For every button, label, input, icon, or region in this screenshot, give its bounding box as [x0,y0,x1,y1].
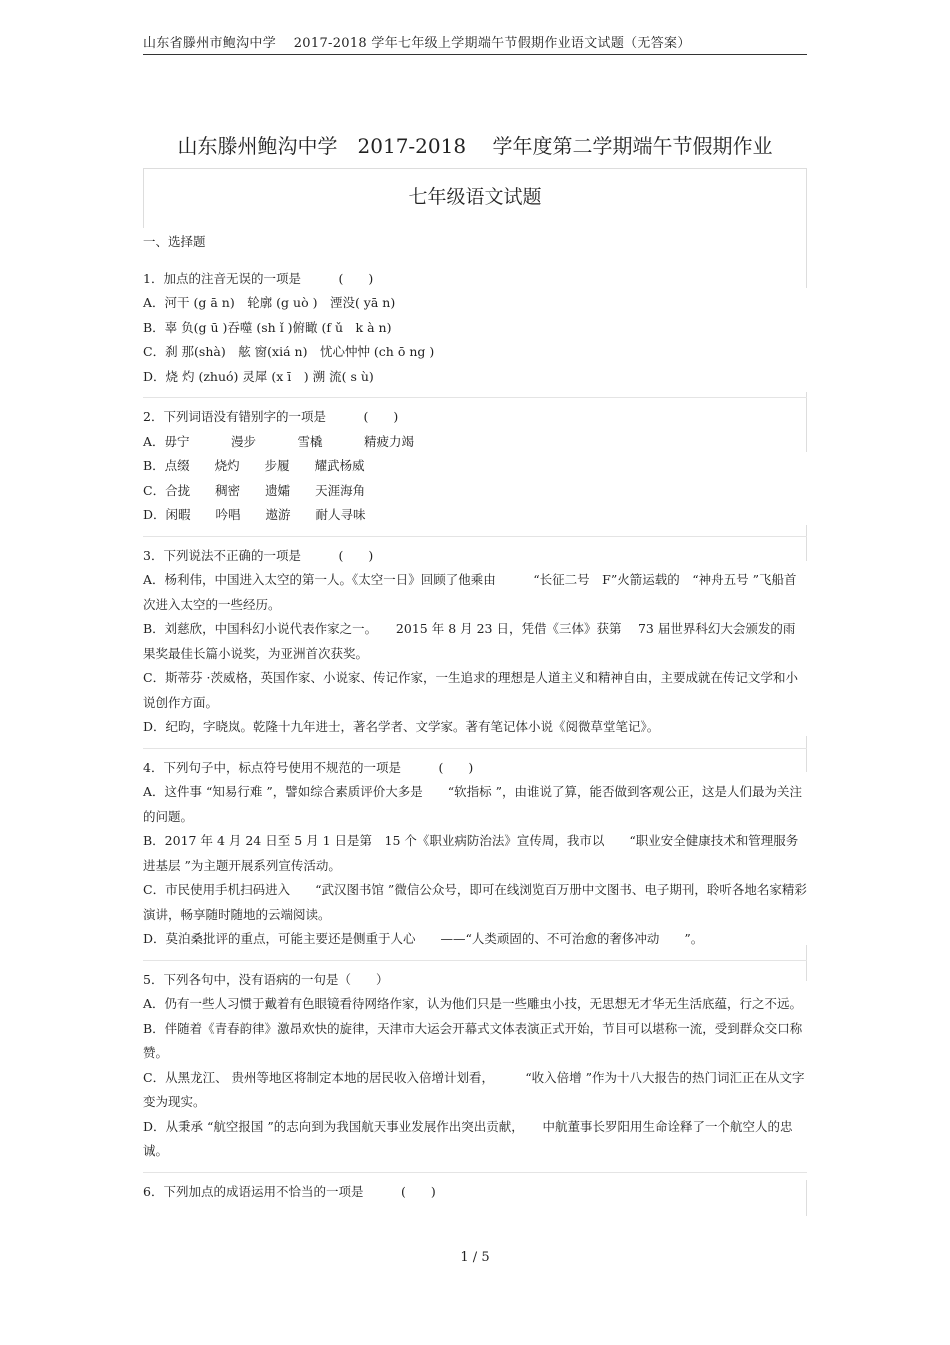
question-content [143,230,807,1212]
question-stem: 4．下列句子中，标点符号使用不规范的一项是 ( ) [143,759,474,775]
page-header: 山东省滕州市鲍沟中学 2017-2018 学年七年级上学期端午节假期作业语文试题（无答案） [143,32,807,55]
option-b: B．辜 负(g ū )吞噬 (sh ǐ )俯瞰 (f ǔ k à n) [143,319,392,335]
option-c: C．斯蒂芬 ·茨威格，英国作家、小说家、传记作家，一生追求的理想是人道主义和精神自由，主要成就在传记文学和小说创作方面。 [143,670,799,710]
question-1 [143,267,807,390]
question-5 [143,960,807,1164]
option-c: C．刹 那(shà) 舷 窗(xiá n) 忧心忡忡 (ch ō ng ) [143,344,435,359]
document-title: 山东滕州鲍沟中学 2017-2018 学年度第二学期端午节假期作业 [177,134,773,158]
question-stem: 2．下列词语没有错别字的一项是 ( ) [143,409,399,424]
question-stem: 6．下列加点的成语运用不恰当的一项是 ( ) [143,1183,436,1199]
option-d: D．从秉承 “航空报国 ”的志向到为我国航天事业发展作出突出贡献， 中航董事长罗阳用生命诠释了一个航空人的忠诚。 [143,1118,793,1158]
question-stem: 1．加点的注音无误的一项是 ( ) [143,270,374,286]
option-a: A．毋宁 漫步 雪橇 精疲力竭 [143,433,414,449]
section-title: 一、选择题 [143,234,206,249]
option-a: A．杨利伟，中国进入太空的第一人。《太空一日》回顾了他乘由 “长征二号 F”火箭运载的 “神舟五号 ”飞船首次进入太空的一些经历。 [143,572,797,612]
question-stem: 3．下列说法不正确的一项是 ( ) [143,547,374,563]
option-b: B．伴随着《青春韵律》激昂欢快的旋律，天津市大运会开幕式文体表演正式开始，节目可以堪称一流，受到群众交口称赞。 [143,1020,803,1060]
option-b: B．刘慈欣，中国科幻小说代表作家之一。 2015 年 8 月 23 日，凭借《三体》获第 73 届世界科幻大会颁发的雨果奖最佳长篇小说奖，为亚洲首次获奖。 [143,621,796,661]
option-d: D．纪昀，字晓岚。乾隆十九年进士，著名学者、文学家。著有笔记体小说《阅微草堂笔记》。 [143,719,660,734]
page-number: 1 / 5 [460,1250,490,1265]
option-c: C．合拢 稠密 遗孀 天涯海角 [143,482,366,498]
option-c: C．从黑龙江、 贵州等地区将制定本地的居民收入倍增计划看， “收入倍增 ”作为十八大报告的热门词汇正在从文字变为现实。 [143,1069,805,1109]
question-4 [143,748,807,952]
option-a: A．河干 (g ā n) 轮廓 (g uò ) 湮没( yā n) [143,295,396,310]
option-b: B．点缀 烧灼 步履 耀武杨威 [143,458,365,473]
question-stem: 5．下列各句中，没有语病的一句是（ ） [143,971,389,987]
option-b: B．2017 年 4 月 24 日至 5 月 1 日是第 15 个《职业病防治法》宣传周，我市以 “职业安全健康技术和管理服务进基层 ”为主题开展系列宣传活动。 [143,833,799,873]
question-3 [143,536,807,740]
question-2 [143,397,807,528]
option-a: A．这件事 “知易行难 ”，譬如综合素质评价大多是 “软指标 ”，由谁说了算，能否做到客观公正，这是人们最为关注的问题。 [143,784,803,824]
option-d: D．莫泊桑批评的重点，可能主要还是侧重于人心 ——“人类顽固的、不可治愈的奢侈冲动 ”。 [143,931,704,946]
exam-subtitle: 七年级语文试题 [408,186,542,208]
option-d: D．烧 灼 (zhuó) 灵犀 (x ī ) 溯 流( s ù) [143,368,374,384]
box-top-border [143,168,807,169]
question-6 [143,1172,807,1205]
option-a: A．仍有一些人习惯于戴着有色眼镜看待网络作家，认为他们只是一些雕虫小技，无思想无才华无生活底蕴，行之不远。 [143,996,803,1011]
option-c: C．市民使用手机扫码进入 “武汉图书馆 ”微信公众号，即可在线浏览百万册中文图书、电子期刊，聆听各地名家精彩演讲，畅享随时随地的云端阅读。 [143,882,807,922]
option-d: D．闲暇 吟唱 遨游 耐人寻味 [143,507,366,522]
